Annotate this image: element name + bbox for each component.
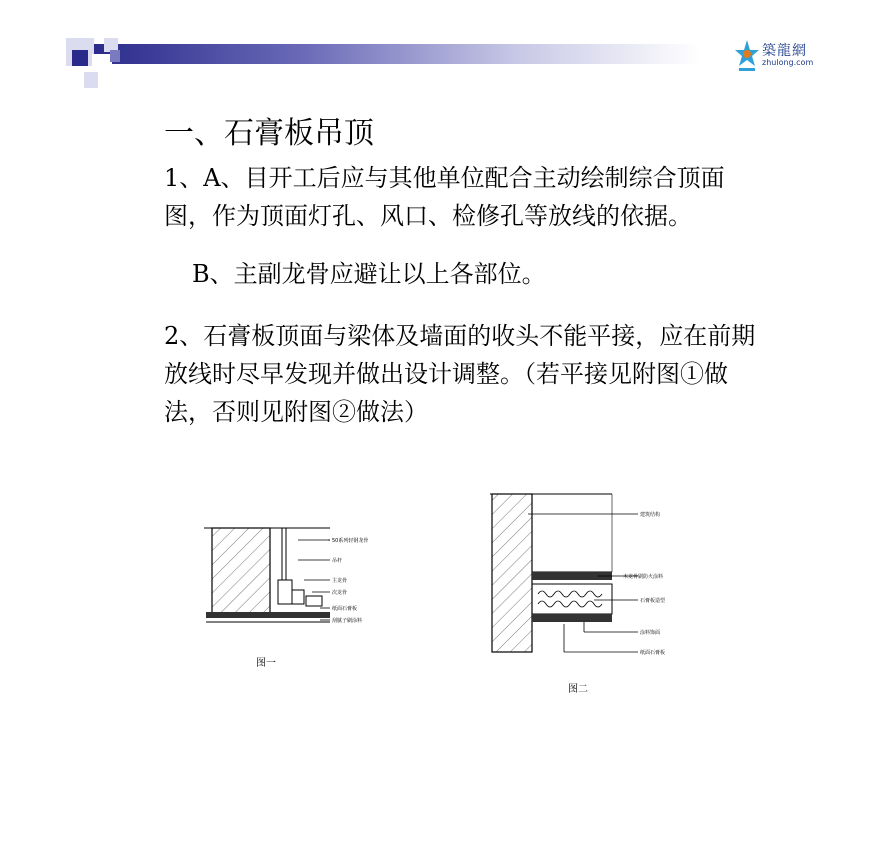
paragraph-2-line-2: 放线时尽早发现并做出设计调整。（若平接见附图①做 bbox=[164, 360, 728, 388]
paragraph-2-line-3: 法，否则见附图②做法） bbox=[164, 398, 428, 426]
figure-1-label: 刮腻子刷涂料 bbox=[332, 618, 363, 624]
figure-1-label: 纸面石膏板 bbox=[332, 606, 358, 612]
deco-square bbox=[72, 50, 88, 66]
deco-square bbox=[84, 72, 98, 88]
figure-2-label: 木龙骨刷防火涂料 bbox=[623, 574, 664, 580]
figure-2-label: 纸面石膏板 bbox=[640, 650, 666, 656]
slide-title: 一、石膏板吊顶 bbox=[164, 116, 374, 151]
figure-2-label: 石膏板造型 bbox=[640, 598, 666, 604]
figure-2-drawing bbox=[488, 490, 688, 660]
figure-1-drawing bbox=[200, 520, 390, 670]
logo-domain: zhulong.com bbox=[762, 58, 814, 67]
paragraph-1-line-2: 图，作为顶面灯孔、风口、检修孔等放线的依据。 bbox=[164, 202, 692, 230]
figure-2-label: 建筑结构 bbox=[640, 512, 661, 518]
paragraph-b: B、主副龙骨应避让以上各部位。 bbox=[192, 260, 546, 288]
zhulong-logo bbox=[734, 36, 844, 76]
figure-1-caption: 图一 bbox=[256, 658, 276, 669]
figure-1-label: 次龙骨 bbox=[332, 590, 348, 596]
logo-star-icon bbox=[734, 38, 760, 72]
figure-2-caption: 图二 bbox=[568, 684, 588, 695]
figure-2-label: 涂料饰面 bbox=[640, 630, 661, 636]
paragraph-2-line-1: 2、石膏板顶面与梁体及墙面的收头不能平接，应在前期 bbox=[164, 322, 756, 350]
figure-1-label: 吊杆 bbox=[332, 558, 343, 564]
paragraph-1-line-1: 1、A、目开工后应与其他单位配合主动绘制综合顶面 bbox=[164, 164, 725, 192]
gradient-bar bbox=[90, 44, 700, 64]
logo-name: 築龍網 bbox=[762, 43, 807, 59]
figure-1-label: 50系列轻钢龙骨 bbox=[332, 538, 369, 544]
figure-1-label: 主龙骨 bbox=[332, 578, 348, 584]
deco-square bbox=[110, 50, 120, 62]
